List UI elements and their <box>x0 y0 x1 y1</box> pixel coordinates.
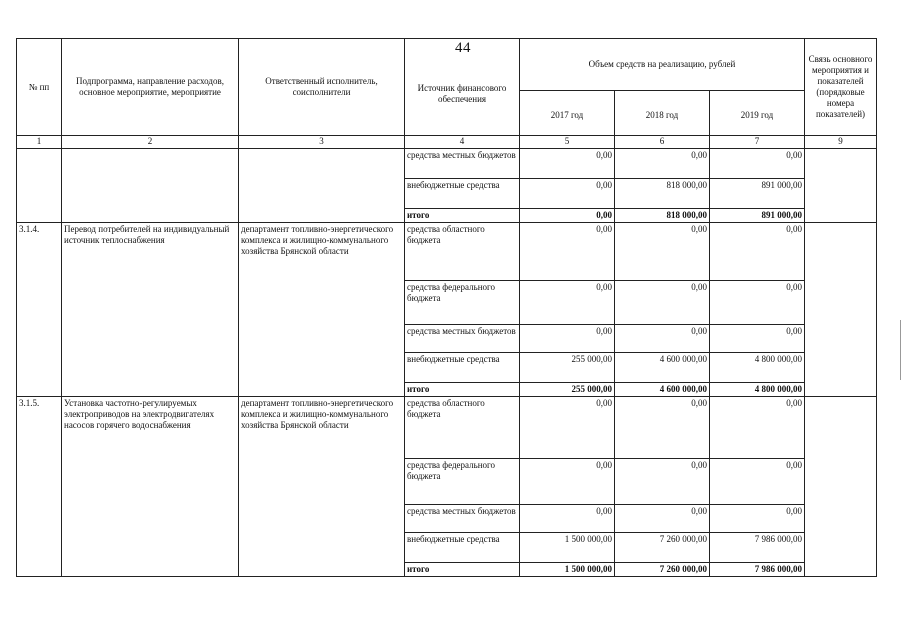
table-row <box>17 223 877 281</box>
column-number-row <box>17 136 877 149</box>
table-row <box>17 397 877 459</box>
column-number: 4 <box>405 136 520 149</box>
amount-2018: 818 000,00 <box>615 179 710 209</box>
amount-2018: 0,00 <box>615 505 710 533</box>
header-year-2019: 2019 год <box>710 91 805 136</box>
amount-2017: 255 000,00 <box>520 383 615 397</box>
amount-2018: 0,00 <box>615 281 710 325</box>
amount-2019: 0,00 <box>710 325 805 353</box>
amount-2019: 0,00 <box>710 281 805 325</box>
source-cell: средства федерального бюджета <box>405 281 520 325</box>
amount-2018: 0,00 <box>615 149 710 179</box>
amount-2017: 0,00 <box>520 325 615 353</box>
amount-2017: 0,00 <box>520 505 615 533</box>
header-year-2018: 2018 год <box>615 91 710 136</box>
header-volume: Объем средств на реализацию, рублей <box>520 39 805 91</box>
amount-2019: 4 800 000,00 <box>710 383 805 397</box>
amount-2017: 0,00 <box>520 179 615 209</box>
scan-edge-mark <box>900 320 901 380</box>
measure-code: 3.1.4. <box>17 223 62 397</box>
column-number: 1 <box>17 136 62 149</box>
source-cell: итого <box>405 383 520 397</box>
amount-2019: 891 000,00 <box>710 179 805 209</box>
amount-2019: 4 800 000,00 <box>710 353 805 383</box>
source-cell: внебюджетные средства <box>405 179 520 209</box>
amount-2017: 0,00 <box>520 397 615 459</box>
cell-empty <box>62 149 239 223</box>
header-program: Подпрограмма, направление расходов, основное мероприятие, мероприятие <box>62 39 239 136</box>
amount-2017: 0,00 <box>520 281 615 325</box>
column-number: 3 <box>239 136 405 149</box>
column-number: 9 <box>805 136 877 149</box>
measure-name: Установка частотно-регулируемых электроприводов на электродвигателях насосов горячего водоснабжения <box>62 397 239 577</box>
source-cell: внебюджетные средства <box>405 353 520 383</box>
header-executor: Ответственный исполнитель, соисполнители <box>239 39 405 136</box>
amount-2017: 0,00 <box>520 223 615 281</box>
cell-empty <box>239 149 405 223</box>
amount-2018: 4 600 000,00 <box>615 353 710 383</box>
amount-2018: 818 000,00 <box>615 209 710 223</box>
amount-2017: 0,00 <box>520 459 615 505</box>
column-number: 2 <box>62 136 239 149</box>
page-number: 44 <box>455 40 471 56</box>
source-cell: средства местных бюджетов <box>405 149 520 179</box>
source-cell: средства областного бюджета <box>405 397 520 459</box>
amount-2018: 0,00 <box>615 397 710 459</box>
source-cell: итого <box>405 209 520 223</box>
amount-2018: 0,00 <box>615 325 710 353</box>
amount-2018: 7 260 000,00 <box>615 563 710 577</box>
header-source: Источник финансового обеспечения <box>405 39 520 136</box>
header-year-2017: 2017 год <box>520 91 615 136</box>
source-cell: итого <box>405 563 520 577</box>
amount-2018: 0,00 <box>615 223 710 281</box>
amount-2019: 0,00 <box>710 397 805 459</box>
header-no: № пп <box>17 39 62 136</box>
amount-2019: 0,00 <box>710 223 805 281</box>
header-link: Связь основного мероприятия и показателей (порядковые номера показателей) <box>805 39 877 136</box>
cell-empty <box>805 223 877 397</box>
column-number: 5 <box>520 136 615 149</box>
source-cell: средства местных бюджетов <box>405 505 520 533</box>
amount-2017: 0,00 <box>520 149 615 179</box>
amount-2019: 7 986 000,00 <box>710 563 805 577</box>
cell-empty <box>805 397 877 577</box>
budget-table <box>16 38 877 577</box>
source-cell: средства местных бюджетов <box>405 325 520 353</box>
amount-2019: 0,00 <box>710 459 805 505</box>
source-cell: внебюджетные средства <box>405 533 520 563</box>
source-cell: средства областного бюджета <box>405 223 520 281</box>
amount-2017: 1 500 000,00 <box>520 563 615 577</box>
measure-executor: департамент топливно-энергетического комплекса и жилищно-коммунального хозяйства Брянской области <box>239 223 405 397</box>
amount-2018: 0,00 <box>615 459 710 505</box>
column-number: 6 <box>615 136 710 149</box>
measure-code: 3.1.5. <box>17 397 62 577</box>
table-row <box>17 149 877 179</box>
amount-2018: 7 260 000,00 <box>615 533 710 563</box>
source-cell: средства федерального бюджета <box>405 459 520 505</box>
amount-2017: 0,00 <box>520 209 615 223</box>
cell-empty <box>17 149 62 223</box>
amount-2018: 4 600 000,00 <box>615 383 710 397</box>
amount-2017: 1 500 000,00 <box>520 533 615 563</box>
measure-executor: департамент топливно-энергетического комплекса и жилищно-коммунального хозяйства Брянской области <box>239 397 405 577</box>
amount-2017: 255 000,00 <box>520 353 615 383</box>
amount-2019: 7 986 000,00 <box>710 533 805 563</box>
amount-2019: 891 000,00 <box>710 209 805 223</box>
amount-2019: 0,00 <box>710 149 805 179</box>
amount-2019: 0,00 <box>710 505 805 533</box>
cell-empty <box>805 149 877 223</box>
measure-name: Перевод потребителей на индивидуальный источник теплоснабжения <box>62 223 239 397</box>
column-number: 7 <box>710 136 805 149</box>
